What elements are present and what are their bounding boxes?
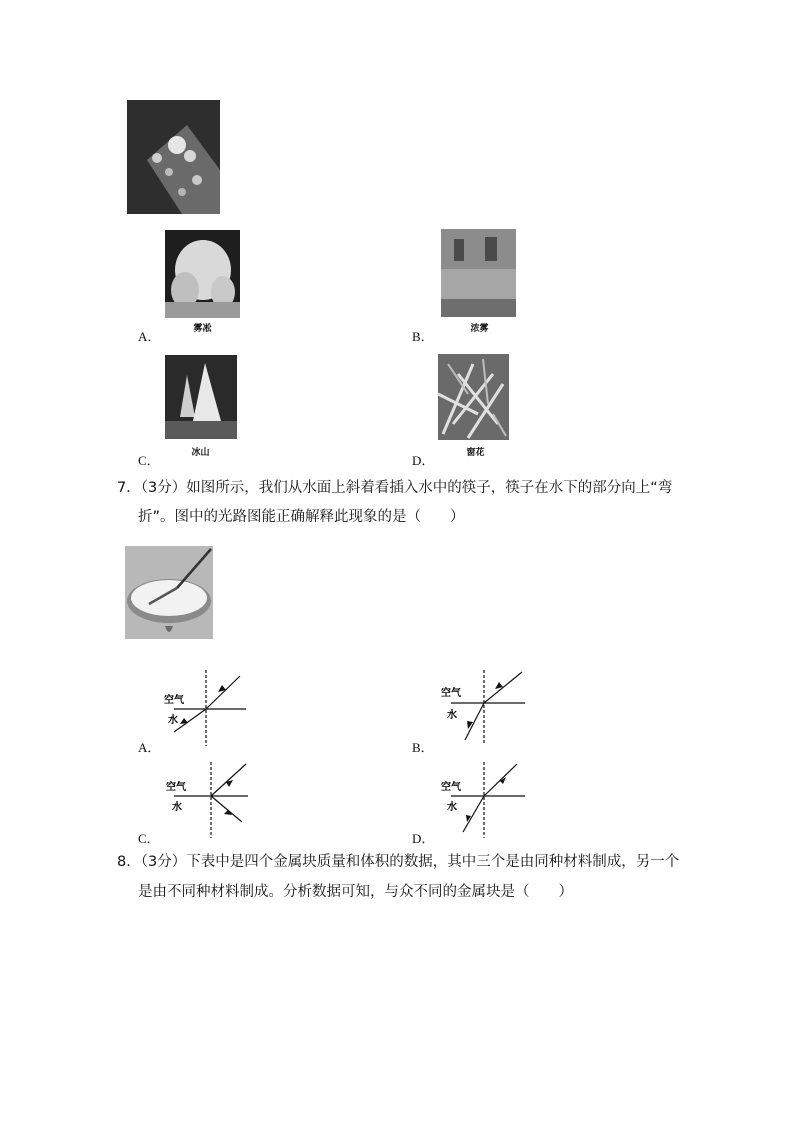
dew-photo <box>127 100 220 214</box>
option-a-letter: A． <box>138 329 161 344</box>
water-label: 水 <box>447 710 457 721</box>
air-label: 空气 <box>441 782 461 793</box>
option-a-diagram <box>160 668 260 748</box>
option-d-caption: 窗花 <box>466 448 485 458</box>
q7-option-c-letter: C． <box>138 831 160 846</box>
water-label: 水 <box>447 802 457 813</box>
option-b-diagram <box>437 668 537 748</box>
air-label: 空气 <box>166 782 186 793</box>
air-label: 空气 <box>164 695 184 706</box>
option-c-caption: 冰山 <box>191 448 210 458</box>
q7-option-b-letter: B． <box>412 740 434 755</box>
option-d-letter: D． <box>412 453 435 468</box>
q7-line1: 7．（3分）如图所示，我们从水面上斜着看插入水中的筷子，筷子在水下的部分向上“弯 <box>117 480 673 496</box>
option-c-photo <box>165 355 237 439</box>
water-label: 水 <box>172 802 182 813</box>
q7-option-d-letter: D． <box>412 831 435 846</box>
option-c-diagram <box>160 760 260 840</box>
q8-line1: 8．（3分）下表中是四个金属块质量和体积的数据，其中三个是由同种材料制成，另一个 <box>117 854 680 870</box>
option-a-caption: 雾凇 <box>193 324 212 334</box>
iceberg-photo-drawing <box>165 355 237 439</box>
option-a-photo <box>165 230 240 318</box>
rime-photo-drawing <box>165 230 240 318</box>
chopsticks-bowl-photo <box>125 546 213 639</box>
option-b-caption: 浓雾 <box>470 324 489 334</box>
option-d-diagram <box>437 760 537 840</box>
option-b-letter: B． <box>412 329 434 344</box>
bowl-photo-drawing <box>125 546 213 639</box>
option-d-photo <box>438 354 509 440</box>
frost-photo-drawing <box>438 354 509 440</box>
q8-line2: 是由不同种材料制成。分析数据可知，与众不同的金属块是（ ） <box>138 884 573 900</box>
fog-photo-drawing <box>441 229 516 317</box>
air-label: 空气 <box>441 688 461 699</box>
q7-line2: 折”。图中的光路图能正确解释此现象的是（ ） <box>138 509 465 525</box>
q7-option-a-letter: A． <box>138 740 161 755</box>
option-b-photo <box>441 229 516 317</box>
option-c-letter: C． <box>138 453 160 468</box>
water-label: 水 <box>168 715 178 726</box>
dew-photo-drawing <box>127 100 220 214</box>
